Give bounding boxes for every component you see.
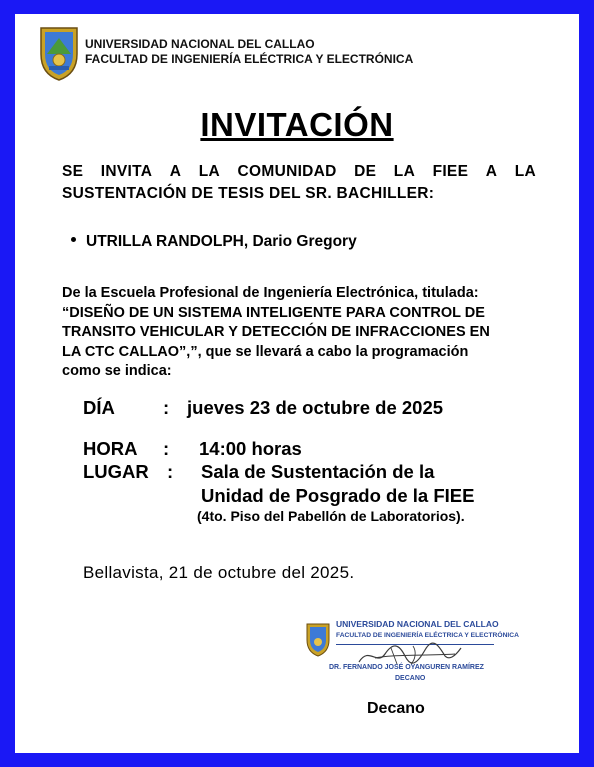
page-title: INVITACIÓN bbox=[200, 106, 394, 143]
stamp-faculty: FACULTAD DE INGENIERÍA ELÉCTRICA Y ELECTRÓNICA bbox=[336, 632, 519, 639]
hora-label: HORA bbox=[83, 438, 138, 459]
bullet-icon bbox=[71, 237, 76, 242]
paragraph-line: “DISEÑO DE UN SISTEMA INTELIGENTE PARA CONTROL DE bbox=[62, 304, 485, 321]
intro-line-2: SUSTENTACIÓN DE TESIS DEL SR. BACHILLER: bbox=[62, 185, 435, 202]
intro-word: LA bbox=[198, 163, 221, 180]
intro-word: FIEE bbox=[432, 163, 469, 180]
intro-word: SE bbox=[62, 163, 84, 180]
intro-word: A bbox=[485, 163, 498, 180]
date-line: Bellavista, 21 de octubre del 2025. bbox=[83, 563, 355, 582]
paragraph-line: LA CTC CALLAO”,”, que se llevará a cabo la programación bbox=[62, 343, 469, 360]
candidate-item bbox=[71, 233, 357, 251]
paragraph-line: De la Escuela Profesional de Ingeniería Electrónica, titulada: bbox=[62, 285, 479, 301]
lugar-colon: : bbox=[167, 461, 174, 482]
signature-role: Decano bbox=[367, 700, 425, 717]
lugar-value-line-3: (4to. Piso del Pabellón de Laboratorios). bbox=[197, 508, 465, 524]
paragraph-line: como se indica: bbox=[62, 363, 172, 379]
header-university: UNIVERSIDAD NACIONAL DEL CALLAO bbox=[85, 37, 315, 51]
header-text bbox=[85, 37, 413, 67]
hora-colon: : bbox=[163, 438, 170, 459]
dia-colon: : bbox=[163, 397, 170, 418]
stamp-logo bbox=[305, 622, 331, 658]
hora-value: 14:00 horas bbox=[199, 438, 302, 459]
stamp-name: DR. FERNANDO JOSÉ OYANGUREN RAMÍREZ bbox=[329, 664, 484, 671]
thesis-paragraph bbox=[62, 284, 536, 382]
university-logo bbox=[37, 24, 81, 82]
intro-word: LA bbox=[393, 163, 416, 180]
header-faculty: FACULTAD DE INGENIERÍA ELÉCTRICA Y ELECTRÓNICA bbox=[85, 52, 414, 66]
intro-text bbox=[62, 161, 536, 205]
invitation-page bbox=[15, 14, 579, 753]
stamp-role: DECANO bbox=[395, 675, 426, 682]
intro-word: A bbox=[169, 163, 182, 180]
intro-line-1 bbox=[62, 161, 536, 183]
intro-word: COMUNIDAD bbox=[237, 163, 337, 180]
dia-value: jueves 23 de octubre de 2025 bbox=[187, 397, 444, 418]
lugar-value-line-1: Sala de Sustentación de la bbox=[201, 461, 435, 482]
intro-word: LA bbox=[514, 163, 536, 180]
intro-word: DE bbox=[354, 163, 377, 180]
candidate-name: UTRILLA RANDOLPH, Dario Gregory bbox=[86, 233, 357, 250]
lugar-value-line-2: Unidad de Posgrado de la FIEE bbox=[201, 485, 475, 506]
lugar-label: LUGAR bbox=[83, 461, 149, 482]
stamp-university: UNIVERSIDAD NACIONAL DEL CALLAO bbox=[336, 619, 499, 629]
paragraph-line: TRANSITO VEHICULAR Y DETECCIÓN DE INFRACCIONES EN bbox=[62, 324, 490, 340]
intro-word: INVITA bbox=[100, 163, 153, 180]
dia-label: DÍA bbox=[83, 397, 115, 418]
